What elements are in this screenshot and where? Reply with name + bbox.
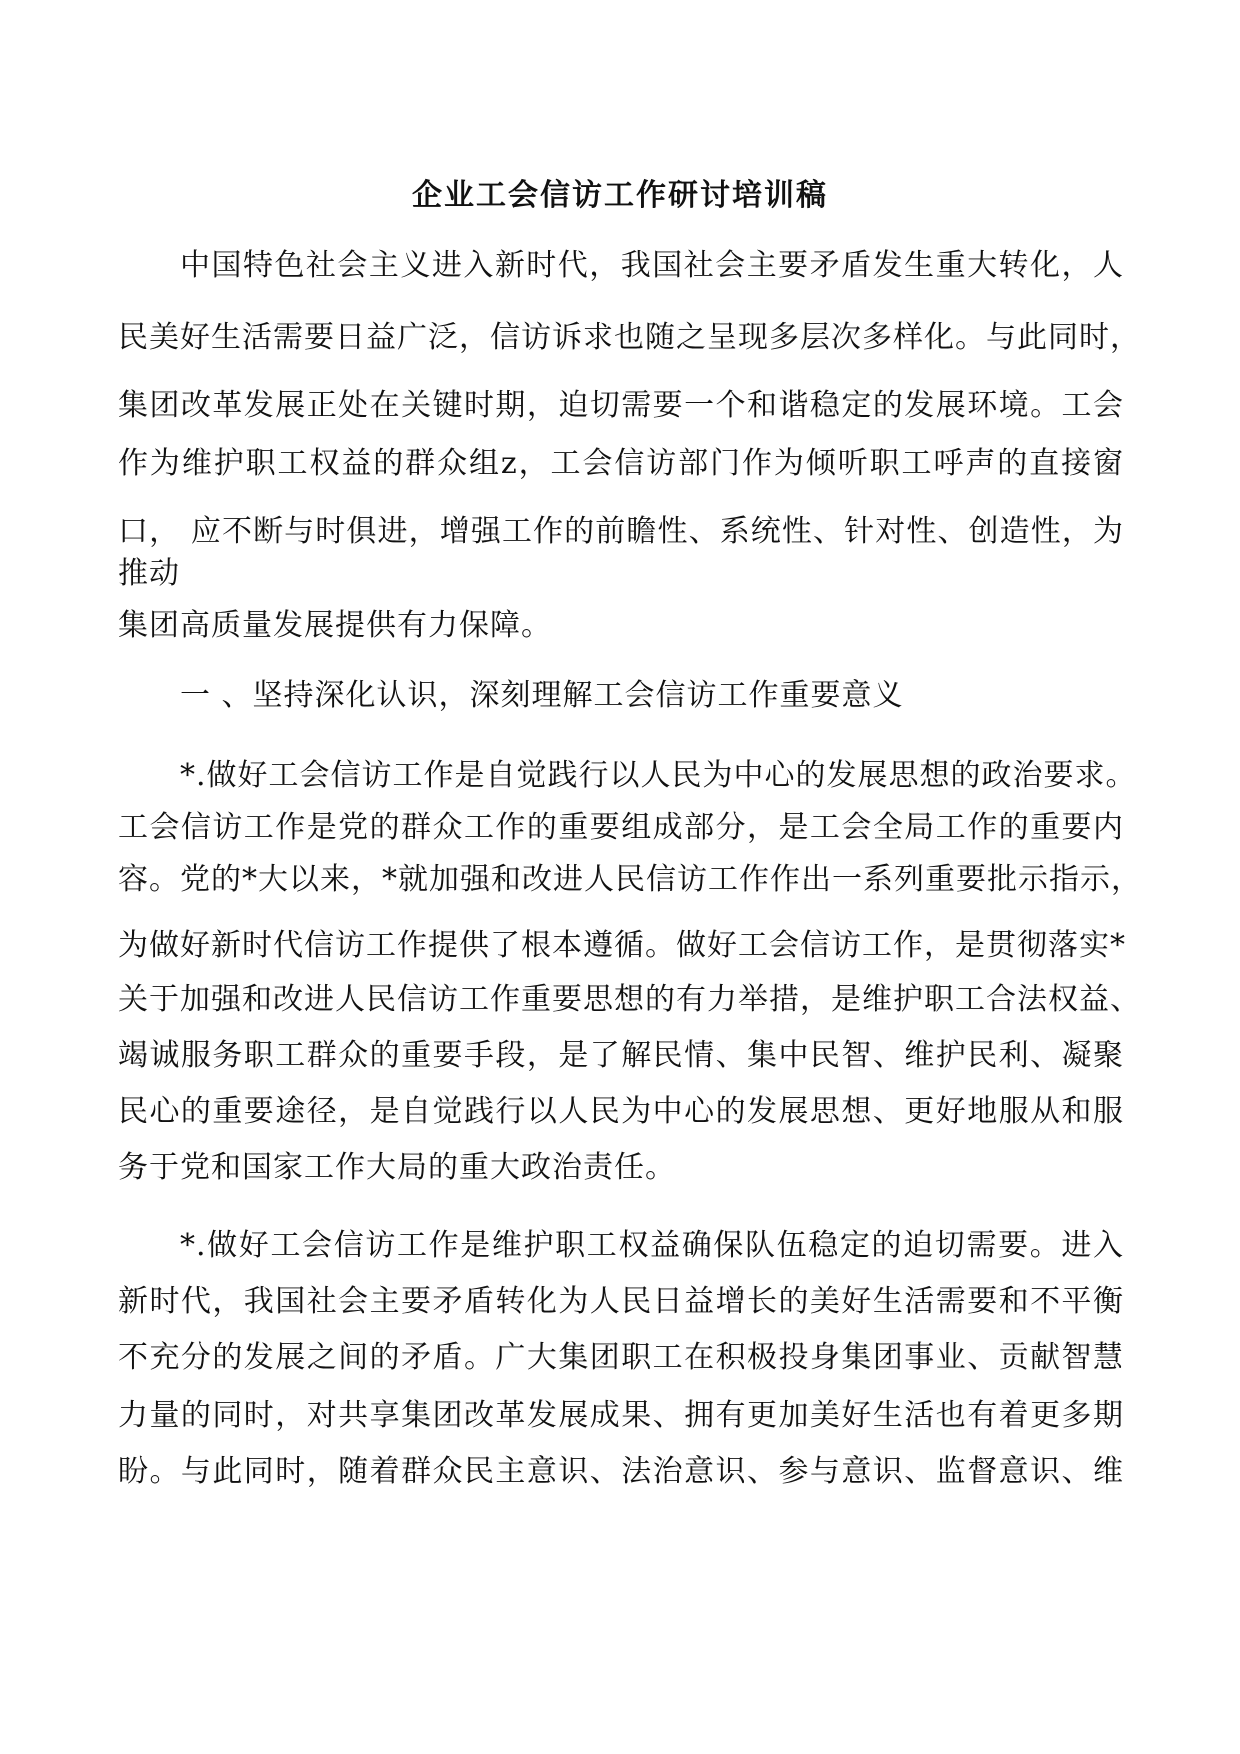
- paragraph-line: *.做好工会信访工作是维护职工权益确保队伍稳定的迫切需要。进入: [180, 1228, 1124, 1263]
- paragraph-line: 关于加强和改进人民信访工作重要思想的有力举措，是维护职工合法权益、: [118, 982, 1141, 1017]
- paragraph-line: 作为维护职工权益的群众组z，工会信访部门作为倾听职工呼声的直接窗: [118, 446, 1124, 481]
- section-heading: 一 、坚持深化认识，深刻理解工会信访工作重要意义: [180, 678, 904, 713]
- paragraph-line: 不充分的发展之间的矛盾。广大集团职工在积极投身集团事业、贡献智慧: [118, 1340, 1124, 1375]
- paragraph-line: 务于党和国家工作大局的重大政治责任。: [118, 1150, 676, 1185]
- paragraph-line: 中国特色社会主义进入新时代，我国社会主要矛盾发生重大转化，人: [180, 248, 1124, 283]
- paragraph-line: 集团改革发展正处在关键时期，迫切需要一个和谐稳定的发展环境。工会: [118, 388, 1124, 423]
- paragraph-line: 集团高质量发展提供有力保障。: [118, 608, 552, 643]
- paragraph-line: 推动: [118, 556, 180, 591]
- paragraph-line: 容。党的*大以来，*就加强和改进人民信访工作作出一系列重要批示指示，: [118, 862, 1142, 897]
- paragraph-line: 口， 应不断与时俱进，增强工作的前瞻性、系统性、针对性、创造性，为: [118, 514, 1124, 549]
- paragraph-line: 盼。与此同时，随着群众民主意识、法治意识、参与意识、监督意识、维: [118, 1454, 1124, 1489]
- paragraph-line: 力量的同时，对共享集团改革发展成果、拥有更加美好生活也有着更多期: [118, 1398, 1124, 1433]
- paragraph-line: 民美好生活需要日益广泛，信访诉求也随之呈现多层次多样化。与此同时，: [118, 320, 1141, 355]
- paragraph-line: 工会信访工作是党的群众工作的重要组成部分，是工会全局工作的重要内: [118, 810, 1124, 845]
- paragraph-line: 新时代，我国社会主要矛盾转化为人民日益增长的美好生活需要和不平衡: [118, 1284, 1124, 1319]
- document-title: 企业工会信访工作研讨培训稿: [412, 178, 828, 213]
- paragraph-line: *.做好工会信访工作是自觉践行以人民为中心的发展思想的政治要求。: [180, 758, 1137, 793]
- paragraph-line: 为做好新时代信访工作提供了根本遵循。做好工会信访工作，是贯彻落实*: [118, 928, 1126, 963]
- paragraph-line: 民心的重要途径，是自觉践行以人民为中心的发展思想、更好地服从和服: [118, 1094, 1124, 1129]
- paragraph-line: 竭诚服务职工群众的重要手段，是了解民情、集中民智、维护民利、凝聚: [118, 1038, 1124, 1073]
